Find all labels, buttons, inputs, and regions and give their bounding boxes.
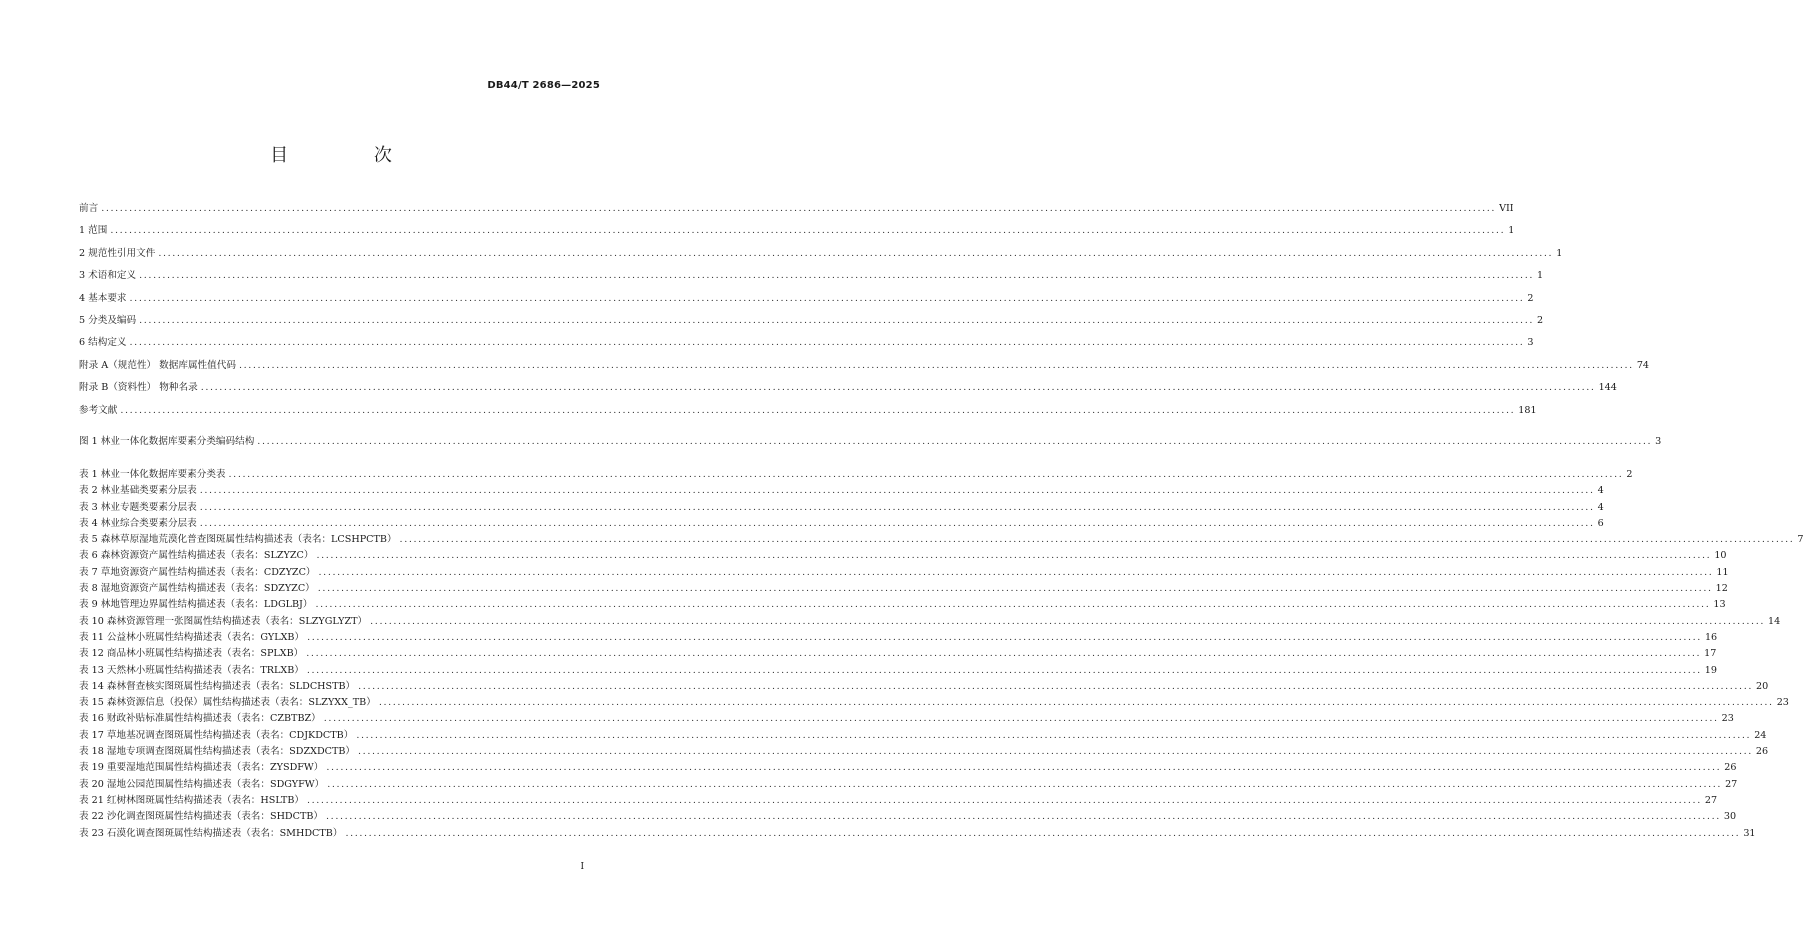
toc-entry-label: 前言 [79,203,99,214]
toc-table-entry[interactable] [79,711,1734,727]
toc-entry-label: 表 23 石漠化调查图斑属性结构描述表（表名：SMHDCTB） [79,827,343,839]
toc-table-entry[interactable] [79,581,1728,597]
toc-entry-label: 表 9 林地管理边界属性结构描述表（表名：LDGLBJ） [79,599,313,611]
toc-entry[interactable] [79,400,1537,422]
toc-entry-label: 1 范围 [79,225,108,237]
dot-leader: ............................................................................................................................................................................................................................................................................................................ [326,811,1721,823]
toc-entry-page: 14 [1768,615,1781,627]
toc-table-entry[interactable] [79,695,1789,711]
toc-entry[interactable] [79,288,1534,310]
toc-entry-label: 表 16 财政补贴标准属性结构描述表（表名：CZBTBZ） [79,713,321,725]
toc-entry-page: 3 [1655,436,1662,447]
toc-table-entry[interactable] [79,646,1717,662]
dot-leader: ............................................................................................................................................................................................................................................................................................................ [199,485,1595,497]
toc-entry-page: 24 [1754,729,1767,741]
dot-leader: ............................................................................................................................................................................................................................................................................................................ [228,469,1624,480]
toc-entry[interactable] [79,377,1617,399]
toc-entry-label: 表 18 湿地专项调查图斑属性结构描述表（表名：SDZXDCTB） [79,746,356,758]
dot-leader: ............................................................................................................................................................................................................................................................................................................ [238,359,1634,371]
toc-entry-page: 74 [1636,359,1650,371]
toc-table-entry[interactable] [79,565,1729,581]
toc-entry-label: 表 5 森林草原湿地荒漠化普查图斑属性结构描述表（表名：LCSHPCTB） [79,534,397,546]
toc-entry-label: 表 8 湿地资源资产属性结构描述表（表名：SDZYZC） [79,583,315,595]
toc-entry-page: 23 [1721,713,1734,725]
toc-entry-label: 3 术语和定义 [79,270,137,282]
dot-leader: ............................................................................................................................................................................................................................................................................................................ [139,314,1534,326]
toc-table-entry[interactable] [79,500,1604,516]
toc-entry-page: 1 [1556,247,1563,259]
toc-entry[interactable] [79,243,1563,265]
toc-entry-page: 17 [1704,648,1717,660]
toc-tables-list [79,467,1804,842]
toc-entry-label: 表 6 森林资源资产属性结构描述表（表名：SLZYZC） [79,550,314,562]
dot-leader: ............................................................................................................................................................................................................................................................................................................ [317,583,1713,595]
dot-leader: ............................................................................................................................................................................................................................................................................................................ [257,436,1653,447]
dot-leader: ............................................................................................................................................................................................................................................................................................................ [306,648,1702,660]
toc-entry-page: 144 [1598,382,1617,394]
toc-entry-label: 参考文献 [79,404,118,416]
dot-leader: ............................................................................................................................................................................................................................................................................................................ [200,382,1596,394]
toc-entry-label: 表 21 红树林图斑属性结构描述表（表名：HSLTB） [79,794,304,806]
toc-table-entry[interactable] [79,826,1756,842]
page-number: I [580,862,584,872]
toc-table-entry[interactable] [79,744,1769,760]
toc-entry-label: 5 分类及编码 [79,314,137,326]
dot-leader: ............................................................................................................................................................................................................................................................................................................ [327,778,1723,790]
dot-leader: ............................................................................................................................................................................................................................................................................................................ [315,599,1711,611]
toc-entry-page: 16 [1704,631,1718,643]
toc-entry-label: 4 基本要求 [79,292,127,304]
toc-entry-label: 表 2 林业基础类要素分层表 [79,485,197,497]
dot-leader: ............................................................................................................................................................................................................................................................................................................ [110,225,1506,237]
toc-table-entry[interactable] [79,597,1726,613]
toc-entry-label: 附录 B（资料性） 物种名录 [79,382,198,394]
toc-entry-page: 30 [1723,811,1737,823]
toc-entry[interactable] [79,332,1534,354]
toc-table-entry[interactable] [79,679,1769,695]
dot-leader: ............................................................................................................................................................................................................................................................................................................ [316,550,1712,562]
toc-entry-page: 4 [1597,485,1604,497]
dot-leader: ............................................................................................................................................................................................................................................................................................................ [370,615,1766,627]
toc-table-entry[interactable] [79,663,1717,679]
toc-entry-page: 13 [1713,599,1726,611]
toc-entry[interactable] [79,220,1515,242]
toc-entry-page: 12 [1715,583,1728,595]
toc-entry[interactable] [79,355,1650,377]
toc-entry-page: 7 [1797,534,1804,546]
toc-entry-label: 表 22 沙化调查图斑属性结构描述表（表名：SHDCTB） [79,811,324,823]
dot-leader: ............................................................................................................................................................................................................................................................................................................ [356,729,1752,741]
toc-entry[interactable] [79,310,1544,332]
toc-entry-label: 表 3 林业专题类要素分层表 [79,501,197,513]
toc-entry-label: 表 7 草地资源资产属性结构描述表（表名：CDZYZC） [79,566,316,578]
dot-leader: ............................................................................................................................................................................................................................................................................................................ [199,517,1595,529]
toc-entry-label: 2 规范性引用文件 [79,247,156,259]
toc-entry-page: 31 [1743,827,1756,839]
toc-entry-page: 23 [1776,697,1789,709]
toc-table-entry[interactable] [79,793,1718,809]
dot-leader: ............................................................................................................................................................................................................................................................................................................ [139,270,1534,282]
toc-table-entry[interactable] [79,467,1633,483]
toc-entry-label: 6 结构定义 [79,337,127,349]
toc-entry-label: 附录 A（规范性） 数据库属性值代码 [79,359,236,371]
toc-table-entry[interactable] [79,760,1737,776]
dot-leader: ............................................................................................................................................................................................................................................................................................................ [358,680,1754,692]
toc-entry-label: 表 15 森林资源信息（投保）属性结构描述表（表名：SLZYXX_TB） [79,697,376,709]
toc-entry-page: VII [1499,203,1514,214]
toc-table-entry[interactable] [79,532,1804,548]
dot-leader: ............................................................................................................................................................................................................................................................................................................ [199,501,1595,513]
page-title: 目 次 [270,145,432,166]
toc-entry-page: 26 [1724,762,1737,774]
dot-leader: ............................................................................................................................................................................................................................................................................................................ [345,827,1741,839]
toc-entry-page: 20 [1756,680,1769,692]
toc-table-entry[interactable] [79,614,1781,630]
dot-leader: ............................................................................................................................................................................................................................................................................................................ [307,631,1702,643]
toc-entry-page: 3 [1527,337,1534,349]
dot-leader: ............................................................................................................................................................................................................................................................................................................ [326,762,1722,774]
toc-entry[interactable] [79,198,1514,220]
dot-leader: ............................................................................................................................................................................................................................................................................................................ [129,337,1525,349]
toc-table-entry[interactable] [79,548,1727,564]
toc-entry-label: 表 1 林业一体化数据库要素分类表 [79,469,226,480]
toc-entry-page: 26 [1755,746,1769,758]
toc-table-entry[interactable] [79,809,1737,825]
toc-entry-page: 1 [1508,225,1515,237]
toc-entry[interactable] [79,265,1544,287]
dot-leader: ............................................................................................................................................................................................................................................................................................................ [306,794,1702,806]
dot-leader: ............................................................................................................................................................................................................................................................................................................ [129,292,1525,304]
toc-entry-label: 表 20 湿地公园范围属性结构描述表（表名：SDGYFW） [79,778,325,790]
toc-entry-page: 27 [1704,794,1718,806]
toc-entry-label: 表 13 天然林小班属性结构描述表（表名：TRLXB） [79,664,304,676]
toc-table-entry[interactable] [79,483,1604,499]
toc-entry-page: 181 [1518,404,1537,416]
toc-figure-entry[interactable] [79,431,1662,453]
toc-entry-page: 4 [1597,501,1604,513]
toc-entry-page: 6 [1597,517,1604,529]
toc-entry-page: 2 [1537,314,1544,326]
toc-table-entry[interactable] [79,777,1738,793]
toc-entry-label: 图 1 林业一体化数据库要素分类编码结构 [79,436,255,447]
toc-entry-label: 表 12 商品林小班属性结构描述表（表名：SPLXB） [79,648,304,660]
dot-leader: ............................................................................................................................................................................................................................................................................................................ [378,697,1774,709]
dot-leader: ............................................................................................................................................................................................................................................................................................................ [399,534,1795,546]
toc-entry-page: 10 [1714,550,1727,562]
dot-leader: ............................................................................................................................................................................................................................................................................................................ [306,664,1702,676]
toc-entry-label: 表 10 森林资源管理一张图属性结构描述表（表名：SLZYGLYZT） [79,615,368,627]
toc-main-list [79,198,1650,422]
toc-table-entry[interactable] [79,630,1718,646]
toc-figures-list [79,431,1662,453]
standard-code: DB44/T 2686—2025 [487,80,600,91]
dot-leader: ............................................................................................................................................................................................................................................................................................................ [358,746,1753,758]
toc-entry-label: 表 4 林业综合类要素分层表 [79,517,197,529]
toc-table-entry[interactable] [79,516,1604,532]
dot-leader: ............................................................................................................................................................................................................................................................................................................ [120,404,1516,416]
toc-entry-page: 2 [1527,292,1534,304]
toc-table-entry[interactable] [79,728,1767,744]
toc-entry-label: 表 19 重要湿地范围属性结构描述表（表名：ZYSDFW） [79,762,324,774]
dot-leader: ............................................................................................................................................................................................................................................................................................................ [158,247,1554,259]
dot-leader: ............................................................................................................................................................................................................................................................................................................ [318,566,1714,578]
toc-entry-label: 表 14 森林督查核实图斑属性结构描述表（表名：SLDCHSTB） [79,680,356,692]
toc-entry-label: 表 17 草地基况调查图斑属性结构描述表（表名：CDJKDCTB） [79,729,354,741]
toc-entry-page: 11 [1716,566,1729,578]
toc-entry-label: 表 11 公益林小班属性结构描述表（表名：GYLXB） [79,631,305,643]
toc-entry-page: 27 [1725,778,1738,790]
toc-entry-page: 1 [1537,270,1544,282]
dot-leader: ............................................................................................................................................................................................................................................................................................................ [323,713,1719,725]
dot-leader: ............................................................................................................................................................................................................................................................................................................ [101,203,1497,214]
toc-entry-page: 19 [1704,664,1717,676]
toc-entry-page: 2 [1626,469,1633,480]
